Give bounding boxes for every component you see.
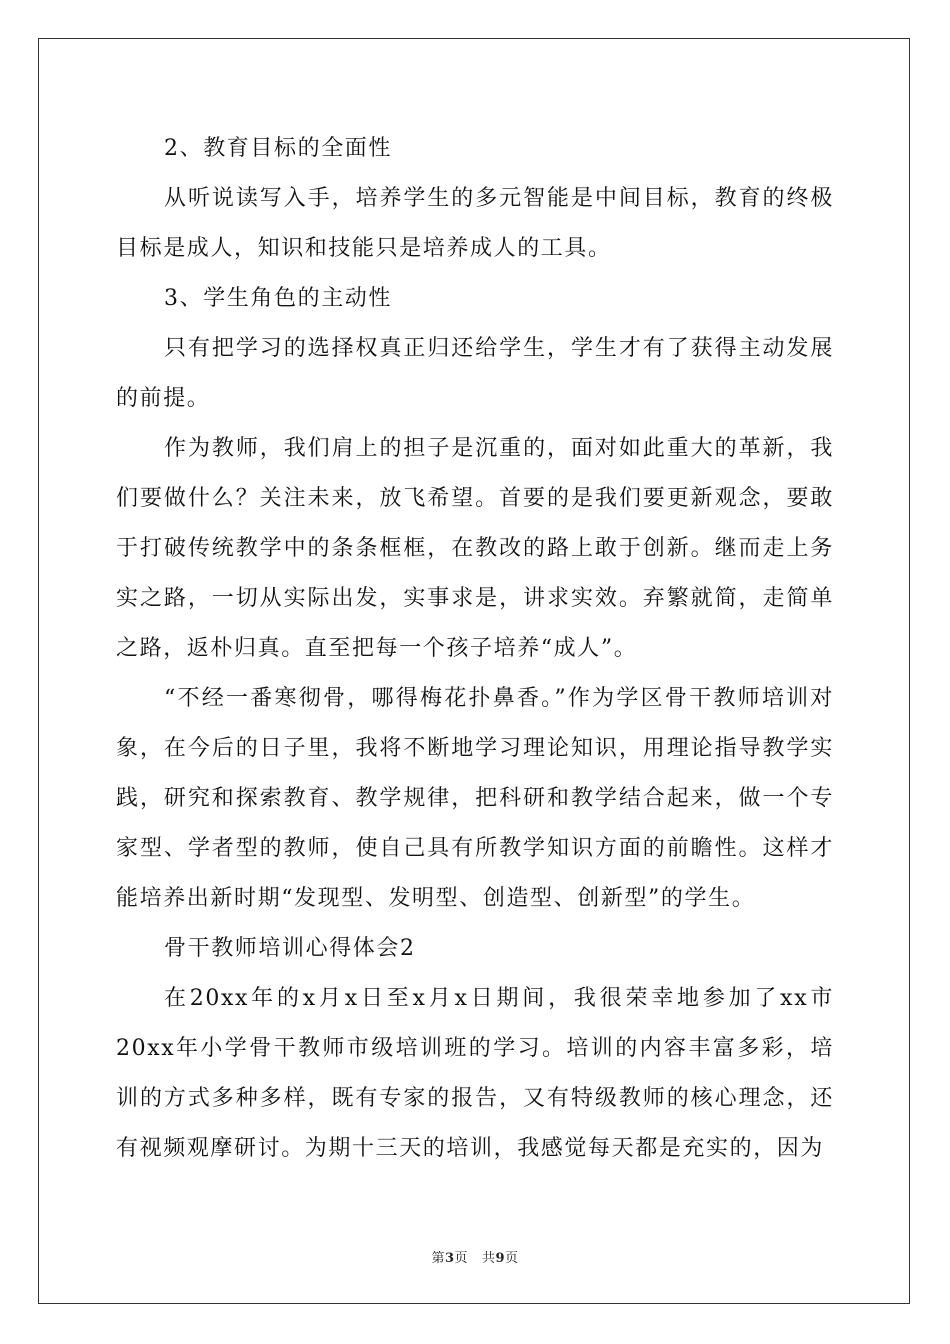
total-prefix: 共: [481, 1251, 496, 1266]
page-suffix: 页: [454, 1251, 469, 1266]
paragraph: 在20xx年的x月x日至x月x日期间，我很荣幸地参加了xx市20xx年小学骨干教师市级培训班的学习。培训的内容丰富多彩，培训的方式多种多样，既有专家的报告，又有特级教师的核心理念，还有视频观摩研讨。为期十三天的培训，我感觉每天都是充实的，因为: [116, 986, 834, 1161]
page-prefix: 第: [431, 1251, 445, 1266]
paragraph: 作为教师，我们肩上的担子是沉重的，面对如此重大的革新，我们要做什么？关注未来，放飞希望。首要的是我们要更新观念，要敢于打破传统教学中的条条框框，在教改的路上敢于创新。继而走上务实之路，一切从实际出发，实事求是，讲求实效。弃繁就简，走简单之路，返朴归真。直至把每一个孩子培养“成人”。: [116, 436, 834, 661]
section-heading-2: 2、教育目标的全面性: [164, 136, 392, 161]
article-title: 骨干教师培训心得体会2: [164, 936, 416, 961]
document-body: [116, 124, 834, 1174]
paragraph: 只有把学习的选择权真正归还给学生，学生才有了获得主动发展的前提。: [116, 336, 834, 411]
page-footer: [0, 1247, 950, 1266]
current-page-number: 3: [444, 1251, 455, 1266]
total-suffix: 页: [505, 1251, 519, 1266]
paragraph: 从听说读写入手，培养学生的多元智能是中间目标，教育的终极目标是成人，知识和技能只是培养成人的工具。: [116, 186, 834, 261]
paragraph: “不经一番寒彻骨，哪得梅花扑鼻香。”作为学区骨干教师培训对象，在今后的日子里，我将不断地学习理论知识，用理论指导教学实践，研究和探索教育、教学规律，把科研和教学结合起来，做一个专家型、学者型的教师，使自己具有所教学知识方面的前瞻性。这样才能培养出新时期“发现型、发明型、创造型、创新型”的学生。: [116, 686, 834, 911]
section-heading-3: 3、学生角色的主动性: [164, 286, 392, 311]
total-pages-number: 9: [495, 1251, 506, 1266]
